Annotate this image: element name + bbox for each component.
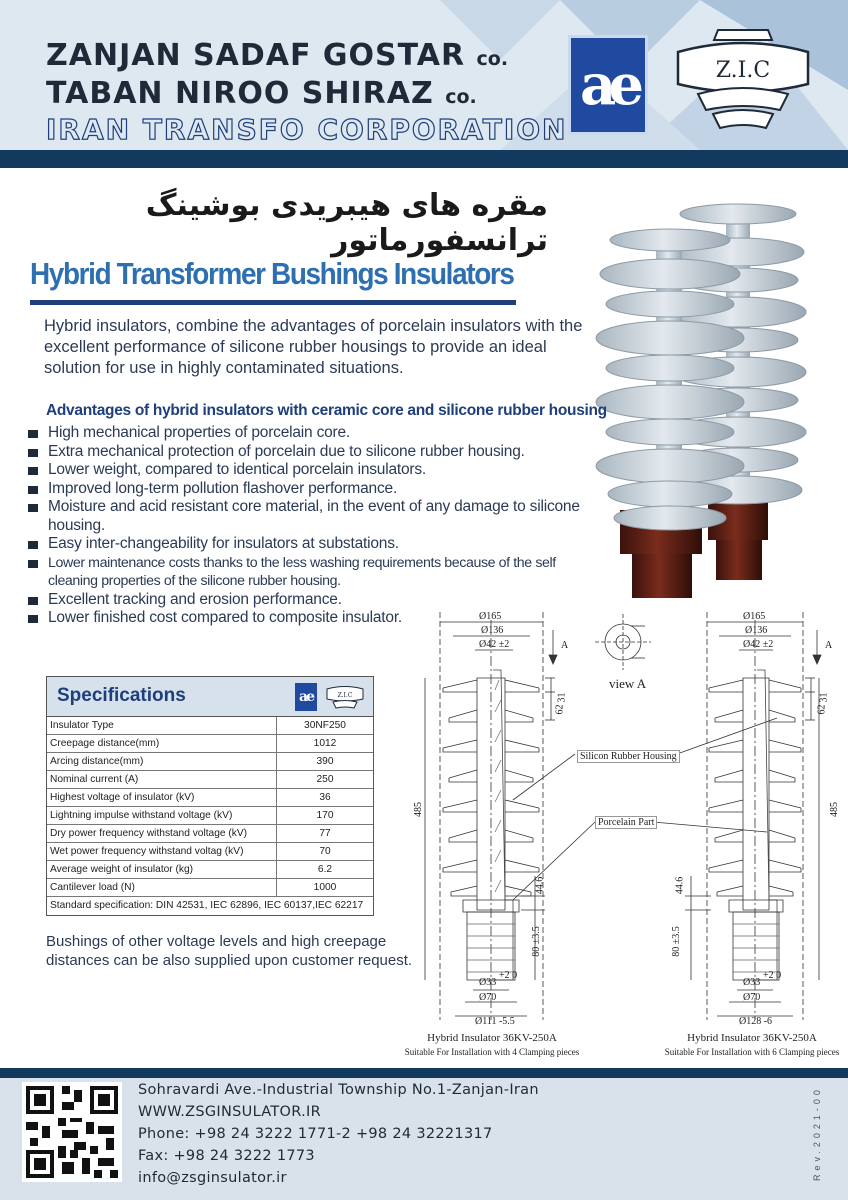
spec-value: 1012 <box>313 738 337 749</box>
dim-h80-left: 80 ±3.5 <box>530 926 542 957</box>
header <box>0 0 848 168</box>
dim-tol-right: +2 0 <box>763 970 782 981</box>
dim-d42-right: Ø42 ±2 <box>743 639 774 650</box>
dim-h80-right: 80 ±3.5 <box>670 926 682 957</box>
intro-paragraph: Hybrid insulators, combine the advantages of porcelain insulators with the excellent performance of silicone rubber housings to provide an ideal solution for use in highly contaminated situations. <box>44 317 583 377</box>
revision-label: Rev.2021-00 <box>812 1086 822 1182</box>
silicon-rubber-label: Silicon Rubber Housing <box>577 750 680 763</box>
advantage-item: Moisture and acid resistant core material, in the event of any damage to silicone housing. <box>28 498 598 535</box>
spec-label: Dry power frequency withstand voltage (kV) <box>47 825 277 842</box>
zic-logo <box>658 22 828 140</box>
qr-code-icon[interactable] <box>22 1082 122 1182</box>
footnote: Bushings of other voltage levels and high creepage distances can be also supplied upon customer request. <box>46 933 413 969</box>
dim-h62-left: 62 <box>554 704 566 715</box>
dim-tol-left: +2 0 <box>499 970 518 981</box>
spec-label: Cantilever load (N) <box>47 879 277 896</box>
spec-value: 250 <box>316 774 334 785</box>
spec-label: Highest voltage of insulator (kV) <box>47 789 277 806</box>
footer <box>0 1068 848 1200</box>
advantage-item: Improved long-term pollution flashover performance. <box>28 480 598 499</box>
title-underline <box>30 300 516 305</box>
footer-fax: Fax: +98 24 3222 1773 <box>138 1148 315 1164</box>
spec-label: Wet power frequency withstand voltag (kV) <box>47 843 277 860</box>
spec-value: 70 <box>319 846 331 857</box>
advantage-item: Excellent tracking and erosion performance. <box>28 591 598 610</box>
spec-value: 170 <box>316 810 334 821</box>
zic-logo-text: Z.I.C <box>715 58 771 83</box>
spec-row <box>47 861 373 879</box>
spec-row <box>47 771 373 789</box>
dim-d136-right: Ø136 <box>745 625 768 636</box>
header-bar <box>0 150 848 168</box>
dim-d42-left: Ø42 ±2 <box>479 639 510 650</box>
spec-row <box>47 735 373 753</box>
technical-drawings <box>395 600 848 1070</box>
dim-d70-left: Ø70 <box>479 992 497 1003</box>
footer-bar <box>0 1068 848 1078</box>
advantage-item: Lower maintenance costs thanks to the less washing requirements because of the self cleaning properties of the silicone rubber housing. <box>28 554 598 591</box>
company-name-3: IRAN TRANSFO CORPORATION <box>46 113 568 146</box>
svg-text:Z.I.C: Z.I.C <box>337 692 353 699</box>
spec-row <box>47 717 373 735</box>
advantage-item: Extra mechanical protection of porcelain due to silicone rubber housing. <box>28 443 598 462</box>
advantages-list <box>28 424 598 628</box>
spec-standard: Standard specification: DIN 42531, IEC 62896, IEC 60137,IEC 62217 <box>50 900 364 911</box>
footer-address: Sohravardi Ave.-Industrial Township No.1-Zanjan-Iran <box>138 1082 539 1098</box>
dim-d70-right: Ø70 <box>743 992 761 1003</box>
footer-email[interactable]: info@zsginsulator.ir <box>138 1170 287 1186</box>
spec-label: Lightning impulse withstand voltage (kV) <box>47 807 277 824</box>
spec-value: 36 <box>319 792 331 803</box>
advantages-heading: Advantages of hybrid insulators with ceramic core and silicone rubber housing <box>46 402 607 419</box>
dim-h62-right: 62 <box>816 704 828 715</box>
company-name-1: ZANJAN SADAF GOSTAR co. <box>46 38 509 73</box>
right-drawing-subcaption: Suitable For Installation with 6 Clamping pieces <box>664 1047 840 1057</box>
dim-h446-right: 44.6 <box>674 876 686 895</box>
title-persian: مقره های هیبریدی بوشینگ ترانسفورماتور <box>145 188 548 258</box>
left-drawing-caption: Hybrid Insulator 36KV-250A <box>427 1032 557 1044</box>
dim-h446-left: 44.6 <box>534 876 546 895</box>
advantage-item: High mechanical properties of porcelain core. <box>28 424 598 443</box>
dim-d111-left: Ø111 -5.5 <box>475 1016 515 1027</box>
specifications-table <box>46 676 374 916</box>
dim-d33-right: Ø33 <box>743 977 761 988</box>
porcelain-part-label: Porcelain Part <box>595 816 657 829</box>
ae-logo: ae <box>568 35 648 135</box>
spec-row-standard <box>47 897 373 915</box>
dim-d136-left: Ø136 <box>481 625 504 636</box>
dim-d128-right: Ø128 -6 <box>739 1016 773 1027</box>
insulator-photo <box>590 200 840 600</box>
dim-d165-left: Ø165 <box>479 611 502 622</box>
zic-logo-small-icon <box>321 681 369 713</box>
title-english: Hybrid Transformer Bushings Insulators <box>30 256 514 291</box>
spec-value: 1000 <box>313 882 337 893</box>
spec-label: Arcing distance(mm) <box>47 753 277 770</box>
drawing-lines <box>395 600 848 1070</box>
dim-d33-left: Ø33 <box>479 977 497 988</box>
dim-h485-right: 485 <box>829 802 840 817</box>
arrow-a-left: A <box>561 640 569 651</box>
view-a-label: view A <box>609 676 647 691</box>
dim-d165-right: Ø165 <box>743 611 766 622</box>
company-name-2: TABAN NIROO SHIRAZ co. <box>46 76 477 111</box>
spec-value: 77 <box>319 828 331 839</box>
dim-h31-right: 31 <box>818 692 830 703</box>
spec-value: 390 <box>316 756 334 767</box>
spec-label: Average weight of insulator (kg) <box>47 861 277 878</box>
right-drawing-caption: Hybrid Insulator 36KV-250A <box>687 1032 817 1044</box>
spec-row <box>47 753 373 771</box>
dim-h31-left: 31 <box>556 692 568 703</box>
specifications-title: Specifications <box>57 685 186 706</box>
spec-row <box>47 789 373 807</box>
spec-row <box>47 825 373 843</box>
spec-label: Insulator Type <box>47 717 277 734</box>
spec-value: 6.2 <box>317 864 333 875</box>
ae-logo-small: ae <box>295 683 317 711</box>
advantage-item: Easy inter-changeability for insulators at substations. <box>28 535 598 554</box>
footer-phone: Phone: +98 24 3222 1771-2 +98 24 32221317 <box>138 1126 493 1142</box>
spec-row <box>47 843 373 861</box>
spec-row <box>47 807 373 825</box>
advantage-item: Lower finished cost compared to composite insulator. <box>28 609 598 628</box>
spec-value: 30NF250 <box>304 720 346 731</box>
spec-row <box>47 879 373 897</box>
dim-h485-left: 485 <box>413 802 424 817</box>
spec-label: Creepage distance(mm) <box>47 735 277 752</box>
advantage-item: Lower weight, compared to identical porcelain insulators. <box>28 461 598 480</box>
spec-label: Nominal current (A) <box>47 771 277 788</box>
arrow-a-right: A <box>825 640 833 651</box>
footer-website[interactable]: WWW.ZSGINSULATOR.IR <box>138 1104 321 1120</box>
left-drawing-subcaption: Suitable For Installation with 4 Clamping pieces <box>404 1047 580 1057</box>
specifications-header <box>47 677 373 717</box>
